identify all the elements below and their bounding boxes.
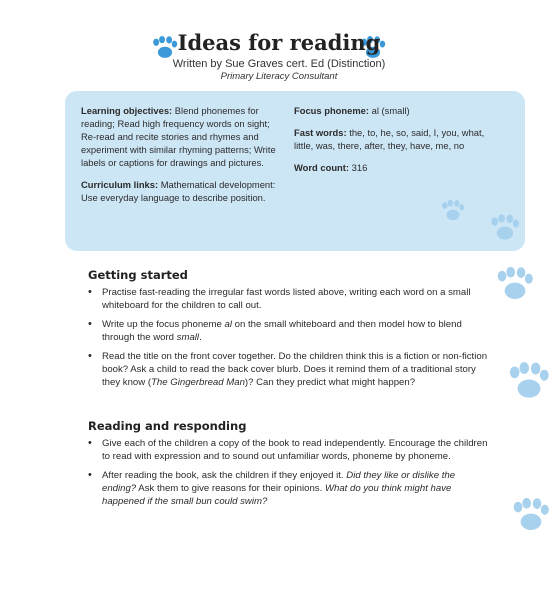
reading-responding-section xyxy=(88,419,488,514)
list-item: • After reading the book, ask the children if they enjoyed it. Did they like or dislike the ending? Ask them to give reasons for their opinions. What do you think might have happened if the small bun could swim? xyxy=(88,469,456,507)
paw-print-icon xyxy=(496,265,534,301)
list-item: • Write up the focus phoneme al on the small whiteboard and then model how to blend through the word small. xyxy=(88,318,462,343)
info-box xyxy=(65,91,525,251)
section-heading: Reading and responding xyxy=(88,419,247,433)
learning-objectives: Learning objectives: Blend phonemes for reading; Read high frequency words on sight; Re-read and recite stories and rhymes and experiment with similar rhyming patterns; Write labels or captions for drawings and pictures. xyxy=(81,105,276,168)
bullet-glyph: • xyxy=(88,318,92,330)
paw-print-icon xyxy=(490,213,520,241)
getting-started-section xyxy=(88,268,488,395)
word-count: Word count: 316 xyxy=(294,162,368,173)
list-item: • Give each of the children a copy of the book to read independently. Encourage the children to read with expression and to sound out unfamiliar words, phoneme by phoneme. xyxy=(88,437,488,462)
info-right-column xyxy=(294,104,490,183)
bullet-glyph: • xyxy=(88,286,92,298)
bullet-glyph: • xyxy=(88,437,92,449)
author-byline: Written by Sue Graves cert. Ed (Distinction) xyxy=(172,58,386,70)
paw-print-icon xyxy=(508,360,550,400)
fast-words: Fast words: the, to, he, so, said, I, you, what, little, was, there, after, they, have, me, no xyxy=(294,127,485,151)
info-left-column xyxy=(81,104,277,213)
list-item: • Practise fast-reading the irregular fast words listed above, writing each word on a small whiteboard for the children to call out. xyxy=(88,286,471,311)
focus-phoneme: Focus phoneme: al (small) xyxy=(294,105,410,116)
page-title: Ideas for reading xyxy=(177,30,381,55)
section-heading: Getting started xyxy=(88,268,188,282)
list-item: • Read the title on the front cover together. Do the children think this is a fiction or non-fiction book? Ask a child to read the back cover blurb. Does it remind them of a traditional story they know (The Gingerbread Man)? Can they predict what might happen? xyxy=(88,350,488,388)
page-header xyxy=(0,30,558,83)
reading-responding-list xyxy=(88,437,488,508)
author-role: Primary Literacy Consultant xyxy=(220,71,338,82)
bullet-glyph: • xyxy=(88,469,92,481)
paw-print-icon xyxy=(441,199,465,221)
getting-started-list xyxy=(88,286,488,389)
bullet-glyph: • xyxy=(88,350,92,362)
curriculum-links: Curriculum links: Mathematical development: Use everyday language to describe position. xyxy=(81,179,276,203)
paw-print-icon xyxy=(512,496,550,532)
